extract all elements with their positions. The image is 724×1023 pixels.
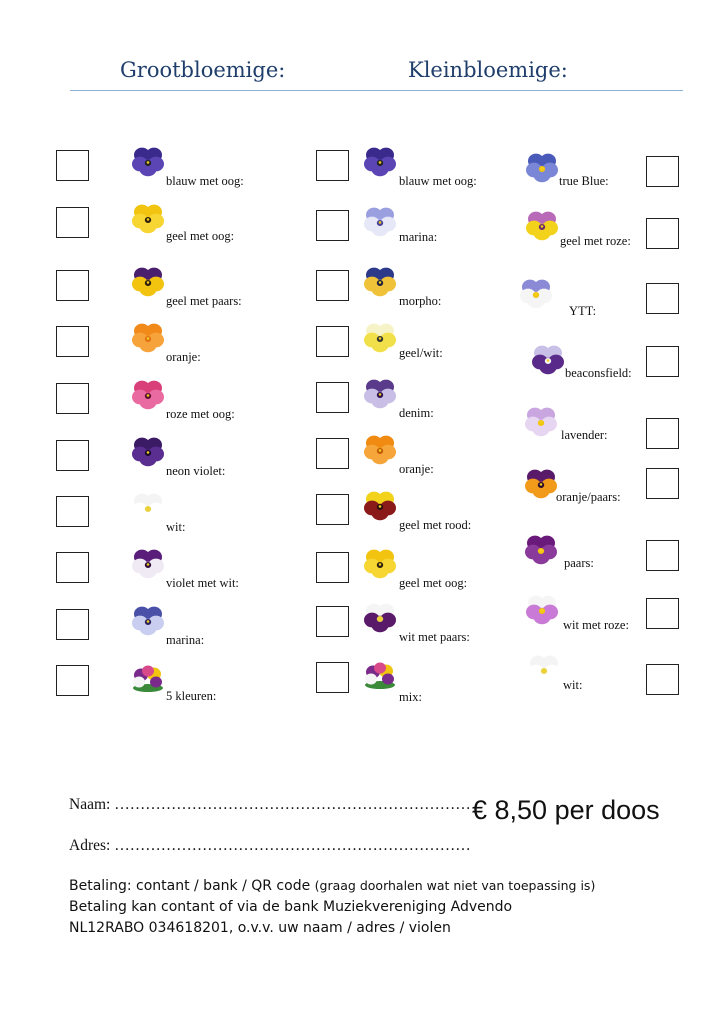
pansy-ytt-icon (518, 276, 554, 312)
quantity-checkbox[interactable] (316, 326, 349, 357)
flower-label: morpho: (399, 294, 442, 308)
flower-label: wit: (166, 520, 186, 534)
flower-label: roze met oog: (166, 407, 235, 421)
quantity-checkbox[interactable] (316, 270, 349, 301)
flower-label: geel met oog: (166, 229, 235, 243)
flower-label: wit: (563, 678, 583, 692)
header-kleinbloemige: Kleinbloemige: (408, 58, 568, 82)
quantity-checkbox[interactable] (646, 218, 679, 249)
flower-label: geel met oog: (399, 576, 468, 590)
pansy-white-icon (526, 652, 562, 688)
quantity-checkbox[interactable] (316, 210, 349, 241)
quantity-checkbox[interactable] (646, 598, 679, 629)
header-divider (70, 90, 683, 91)
flower-label: geel met rood: (399, 518, 472, 532)
flower-label: wit met roze: (563, 618, 629, 632)
flower-label: wit met paars: (399, 630, 470, 644)
pansy-orange-icon (362, 432, 398, 468)
quantity-checkbox[interactable] (646, 468, 679, 499)
quantity-checkbox[interactable] (316, 552, 349, 583)
quantity-checkbox[interactable] (646, 664, 679, 695)
pansy-morpho-icon (362, 264, 398, 300)
quantity-checkbox[interactable] (316, 494, 349, 525)
quantity-checkbox[interactable] (316, 438, 349, 469)
header-grootbloemige: Grootbloemige: (120, 58, 286, 82)
quantity-checkbox[interactable] (646, 418, 679, 449)
pansy-purple-icon (523, 532, 559, 568)
pansy-denim-icon (362, 376, 398, 412)
quantity-checkbox[interactable] (316, 382, 349, 413)
pansy-orange-purple-icon (523, 466, 559, 502)
flower-label: geel met roze: (560, 234, 631, 248)
pansy-blue-eye-icon (362, 144, 398, 180)
naam-dotted-line: …………………………………………………………… (114, 796, 471, 813)
pansy-yellow-eye-icon (362, 546, 398, 582)
pansy-beaconsfield-icon (530, 342, 566, 378)
price: € 8,50 per doos (472, 795, 660, 825)
payment-note: (graag doorhalen wat niet van toepassing is) (314, 878, 596, 893)
naam-label: Naam: (69, 796, 111, 813)
pansy-yellow-white-icon (362, 320, 398, 356)
flower-label: geel/wit: (399, 346, 443, 360)
flower-label: blauw met oog: (399, 174, 477, 188)
pansy-white-purple-icon (362, 600, 398, 636)
payment-line-1 (69, 878, 595, 894)
quantity-checkbox[interactable] (316, 662, 349, 693)
quantity-checkbox[interactable] (646, 540, 679, 571)
pansy-yellow-red-icon (362, 488, 398, 524)
pansy-yellow-pink-icon (524, 208, 560, 244)
flower-label: geel met paars: (166, 294, 242, 308)
flower-label: blauw met oog: (166, 174, 244, 188)
flower-label: lavender: (561, 428, 608, 442)
flower-label: marina: (399, 230, 438, 244)
flower-label: neon violet: (166, 464, 226, 478)
pansy-marina-small-icon (362, 204, 398, 240)
naam-field[interactable] (69, 796, 471, 814)
adres-field[interactable] (69, 837, 471, 855)
payment-line-2: Betaling kan contant of via de bank Muziekvereniging Advendo (69, 899, 513, 915)
flower-label: mix: (399, 690, 422, 704)
pansy-true-blue-icon (524, 150, 560, 186)
pansy-lavender-icon (523, 404, 559, 440)
quantity-checkbox[interactable] (316, 150, 349, 181)
adres-dotted-line: …………………………………………………………… (114, 837, 471, 854)
flower-label: denim: (399, 406, 434, 420)
quantity-checkbox[interactable] (646, 283, 679, 314)
flower-label: violet met wit: (166, 576, 239, 590)
payment-methods: Betaling: contant / bank / QR code (69, 878, 311, 894)
flower-label: marina: (166, 633, 205, 647)
flower-label: YTT: (569, 304, 597, 318)
flower-label: oranje: (166, 350, 201, 364)
quantity-checkbox[interactable] (646, 346, 679, 377)
flower-label: paars: (564, 556, 594, 570)
adres-label: Adres: (69, 837, 111, 854)
flower-label: 5 kleuren: (166, 689, 217, 703)
payment-line-3: NL12RABO 034618201, o.v.v. uw naam / adres / violen (69, 920, 451, 936)
pansy-white-pink-icon (524, 592, 560, 628)
flower-label: beaconsfield: (565, 366, 632, 380)
flower-label: true Blue: (559, 174, 609, 188)
quantity-checkbox[interactable] (646, 156, 679, 187)
quantity-checkbox[interactable] (316, 606, 349, 637)
flower-label: oranje/paars: (556, 490, 621, 504)
pansy-mix-icon (362, 656, 398, 692)
flower-label: oranje: (399, 462, 434, 476)
